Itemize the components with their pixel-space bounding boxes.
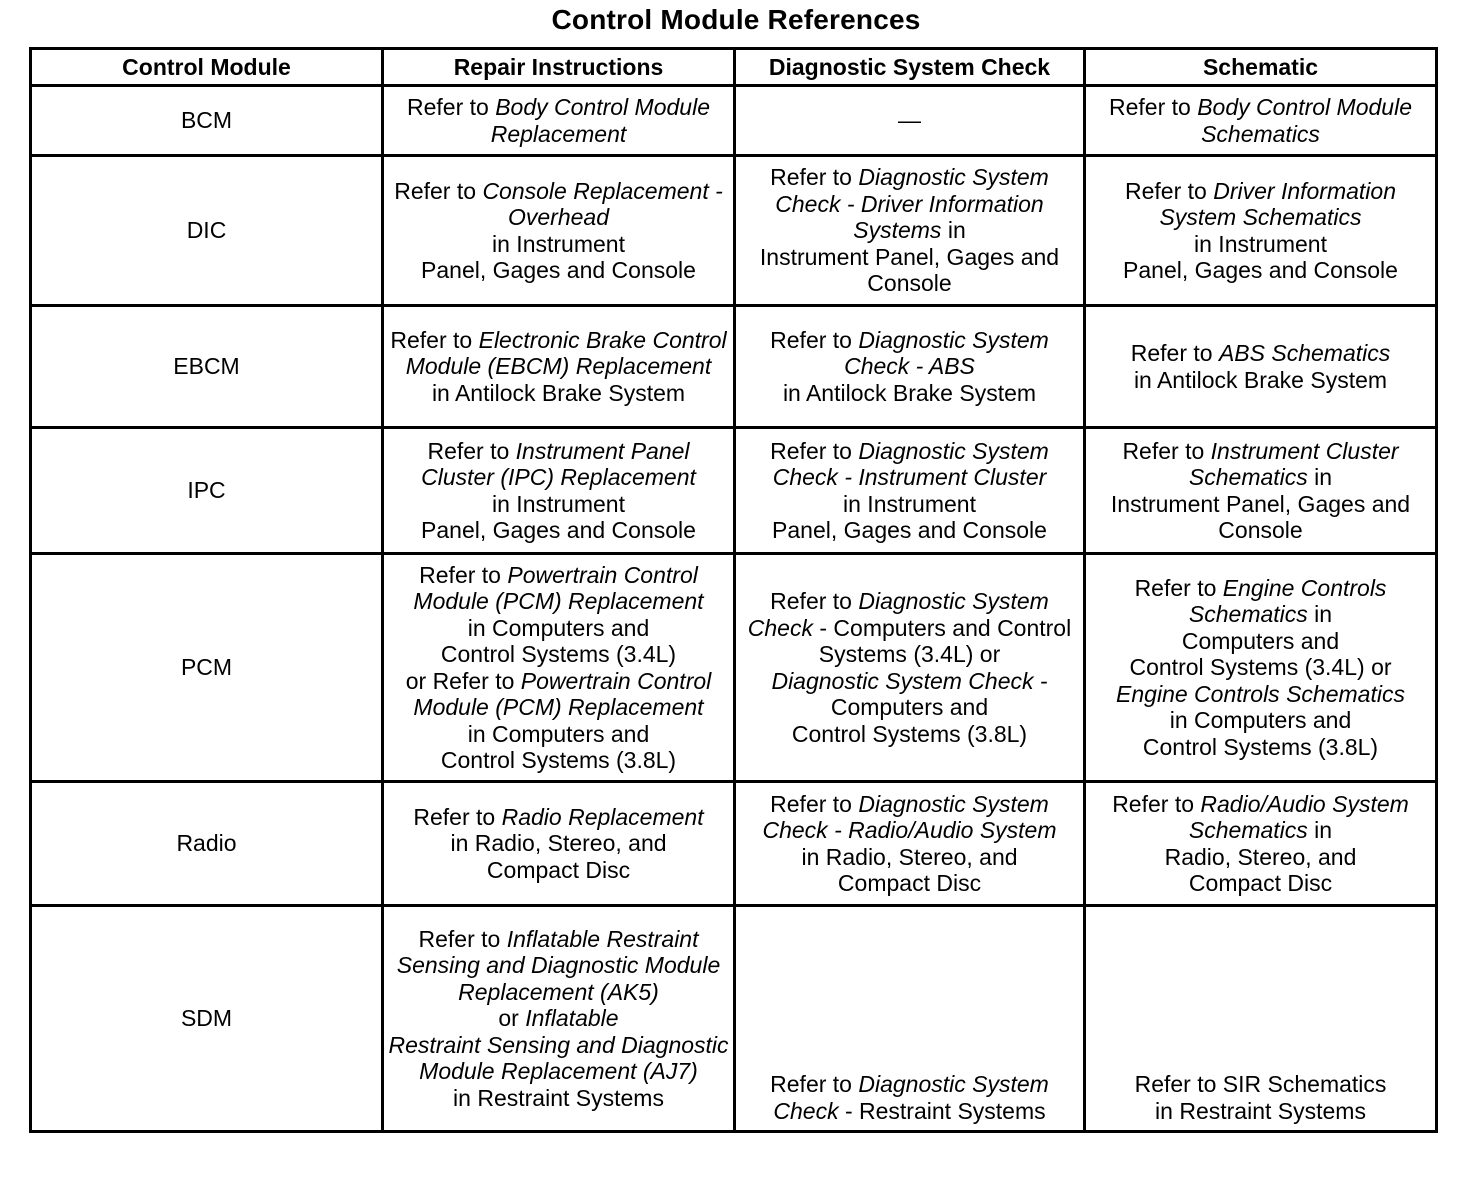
text-run: in Instrument — [492, 490, 625, 517]
text-run: Instrument Panel, Gages and Console — [759, 243, 1060, 297]
text-run: Refer to — [770, 437, 859, 464]
module-cell: PCM — [31, 554, 383, 782]
repair-cell — [383, 554, 735, 782]
text-run: Refer to — [1130, 340, 1219, 366]
text-run: in Antilock Brake System — [782, 379, 1037, 406]
text-run: in Instrument — [843, 490, 976, 517]
text-run: Control Systems (3.8L) — [1142, 733, 1379, 760]
italic-reference: Radio/Audio System Schematics — [1188, 790, 1409, 843]
text-run: Control Systems (3.8L) — [791, 720, 1028, 747]
text-line — [740, 244, 1079, 297]
italic-reference: Inflatable Restraint Sensing and Diagnostic Module Replacement (AK5) — [396, 925, 721, 1005]
text-run: Refer to — [1108, 94, 1198, 120]
italic-reference: Diagnostic System Check - — [771, 667, 1048, 694]
diagnostic-cell-text — [740, 588, 1079, 747]
repair-cell-text — [388, 926, 729, 1112]
text-run: in Computers and — [467, 720, 650, 747]
control-module-table — [29, 47, 1438, 1133]
text-line — [1090, 1098, 1431, 1125]
text-line — [388, 438, 729, 491]
text-line — [740, 668, 1079, 695]
diagnostic-cell — [735, 554, 1085, 782]
text-line — [1090, 628, 1431, 655]
page-title: Control Module References — [551, 4, 921, 35]
text-line — [388, 615, 729, 642]
schematic-cell-text — [1090, 791, 1431, 897]
text-run: in Antilock Brake System — [1133, 366, 1388, 393]
italic-reference: Powertrain Control Module (PCM) Replacement — [413, 561, 704, 614]
text-line — [740, 517, 1079, 544]
text-run: Refer to — [1112, 790, 1201, 817]
header-control-module: Control Module — [31, 49, 383, 86]
text-line — [1090, 844, 1431, 871]
text-run: Refer to — [413, 803, 502, 830]
text-run: Compact Disc — [837, 870, 982, 896]
italic-reference: Diagnostic System Check - Instrument Cluster — [772, 437, 1049, 490]
text-run: Control Systems (3.4L) or — [1129, 654, 1392, 681]
italic-reference: Engine Controls Schematics — [1188, 574, 1387, 628]
italic-reference: Diagnostic System Check — [747, 588, 1049, 641]
text-line — [740, 380, 1079, 407]
module-cell: IPC — [31, 428, 383, 554]
italic-reference: Driver Information System Schematics — [1159, 177, 1396, 230]
text-line — [388, 641, 729, 668]
diagnostic-cell — [735, 306, 1085, 428]
text-line — [1090, 791, 1431, 844]
text-run: Refer to — [419, 561, 508, 588]
text-line — [388, 1005, 729, 1032]
schematic-cell-text — [1090, 340, 1431, 393]
text-line — [740, 721, 1079, 748]
header-repair-instructions: Repair Instructions — [383, 49, 735, 86]
text-line — [740, 694, 1079, 721]
table-row-pcm — [31, 554, 1437, 782]
text-run: Refer to — [770, 164, 859, 191]
repair-cell — [383, 306, 735, 428]
header-schematic: Schematic — [1085, 49, 1437, 86]
italic-reference: Inflatable — [525, 1005, 619, 1032]
text-run: Control Systems (3.4L) — [440, 641, 677, 667]
diagnostic-cell-text — [740, 791, 1079, 897]
text-line — [740, 588, 1079, 668]
text-run: in Restraint Systems — [453, 1084, 664, 1111]
text-line — [740, 870, 1079, 897]
text-line — [388, 747, 729, 774]
schematic-cell — [1085, 156, 1437, 306]
module-cell: SDM — [31, 906, 383, 1132]
text-line — [388, 94, 729, 147]
text-run: in Radio, Stereo, and — [450, 830, 667, 857]
italic-reference: ABS Schematics — [1218, 340, 1391, 366]
text-run: in — [1307, 464, 1333, 490]
repair-cell — [383, 156, 735, 306]
diagnostic-cell — [735, 782, 1085, 906]
schematic-cell-text — [1090, 1071, 1431, 1124]
repair-cell-text — [388, 438, 729, 544]
text-run: in Computers and — [467, 614, 650, 641]
table-row-dic — [31, 156, 1437, 306]
repair-cell — [383, 906, 735, 1132]
repair-cell-text — [388, 804, 729, 884]
text-run: Compact Disc — [486, 856, 631, 883]
module-cell: EBCM — [31, 306, 383, 428]
text-run: Radio, Stereo, and — [1164, 843, 1357, 870]
text-line — [740, 438, 1079, 491]
schematic-cell-text — [1090, 438, 1431, 544]
text-run: Refer to SIR Schematics — [1134, 1071, 1387, 1097]
text-run: or — [498, 1005, 526, 1032]
diagnostic-cell — [735, 86, 1085, 156]
italic-reference: Electronic Brake Control Module (EBCM) Replacement — [405, 326, 727, 380]
text-line — [1090, 340, 1431, 367]
text-line — [1090, 178, 1431, 231]
text-line — [740, 327, 1079, 380]
table-row-bcm — [31, 86, 1437, 156]
repair-cell — [383, 86, 735, 156]
text-line — [388, 231, 729, 258]
repair-cell — [383, 428, 735, 554]
text-line — [388, 721, 729, 748]
text-line — [1090, 94, 1431, 147]
diagnostic-cell-text — [740, 1071, 1079, 1124]
text-line — [740, 791, 1079, 844]
italic-reference: Restraint Sensing and Diagnostic Module Replacement (AJ7) — [388, 1031, 729, 1085]
text-line — [388, 178, 729, 231]
text-run: in Instrument — [1194, 230, 1327, 257]
text-line — [1090, 257, 1431, 284]
text-run: Compact Disc — [1188, 870, 1333, 896]
diagnostic-cell — [735, 906, 1085, 1132]
table-row-sdm — [31, 906, 1437, 1132]
text-line — [388, 380, 729, 407]
text-run: - Restraint Systems — [838, 1097, 1046, 1124]
text-run: Refer to — [406, 94, 496, 120]
text-line — [388, 668, 729, 721]
text-run: Refer to — [394, 177, 483, 204]
text-line — [388, 491, 729, 518]
text-run: Refer to — [1122, 437, 1211, 464]
diagnostic-cell-text — [740, 438, 1079, 544]
repair-cell-text — [388, 94, 729, 147]
diagnostic-cell-text — [740, 164, 1079, 297]
table-row-ebcm — [31, 306, 1437, 428]
text-run: Computers and — [1181, 627, 1340, 654]
italic-reference: Diagnostic System Check — [773, 1071, 1049, 1124]
text-run: Refer to — [770, 326, 859, 353]
header-diagnostic-system-check: Diagnostic System Check — [735, 49, 1085, 86]
text-run: or Refer to — [405, 667, 521, 694]
text-line — [1090, 1071, 1431, 1098]
schematic-cell-text — [1090, 575, 1431, 761]
text-line — [1090, 231, 1431, 258]
text-run: Panel, Gages and Console — [421, 257, 696, 283]
diagnostic-cell — [735, 428, 1085, 554]
text-run: Instrument Panel, Gages and Console — [1110, 490, 1411, 543]
diagnostic-cell — [735, 156, 1085, 306]
text-run: Refer to — [1134, 574, 1223, 601]
text-run: Refer to — [418, 925, 507, 952]
italic-reference: Instrument Panel Cluster (IPC) Replacement — [421, 437, 696, 490]
text-line — [1090, 575, 1431, 628]
text-line — [1090, 654, 1431, 681]
text-run: Panel, Gages and Console — [421, 517, 696, 543]
text-run: in — [1307, 601, 1333, 628]
text-line — [1090, 491, 1431, 544]
text-line — [388, 327, 729, 380]
text-run: - Computers and Control Systems (3.4L) or — [812, 614, 1072, 667]
italic-reference: Console Replacement - Overhead — [482, 177, 723, 230]
text-line — [388, 517, 729, 544]
text-run: in — [941, 217, 966, 244]
text-run: in Computers and — [1169, 707, 1352, 734]
italic-reference: Diagnostic System Check - ABS — [844, 326, 1049, 380]
italic-reference: Powertrain Control Module (PCM) Replacement — [413, 667, 712, 720]
text-run: Refer to — [770, 588, 859, 614]
text-run: in Instrument — [492, 230, 625, 257]
italic-reference: Body Control Module Replacement — [490, 94, 710, 147]
text-line — [388, 926, 729, 1006]
text-line — [740, 1071, 1079, 1124]
text-line — [1090, 734, 1431, 761]
module-cell: DIC — [31, 156, 383, 306]
text-run: Refer to — [1125, 177, 1214, 204]
schematic-cell — [1085, 782, 1437, 906]
text-run: Panel, Gages and Console — [772, 517, 1047, 543]
italic-reference: Instrument Cluster Schematics — [1188, 437, 1399, 490]
module-cell: BCM — [31, 86, 383, 156]
schematic-cell — [1085, 554, 1437, 782]
text-line — [740, 844, 1079, 871]
text-run: in — [1307, 817, 1333, 843]
schematic-cell — [1085, 86, 1437, 156]
schematic-cell — [1085, 906, 1437, 1132]
header-row — [31, 49, 1437, 86]
italic-reference: Radio Replacement — [501, 803, 704, 830]
text-line — [388, 804, 729, 831]
text-run: Computers and — [830, 694, 989, 720]
text-line — [388, 857, 729, 884]
repair-cell-text — [388, 178, 729, 284]
text-line — [1090, 367, 1431, 394]
schematic-cell-text — [1090, 94, 1431, 147]
text-line — [1090, 681, 1431, 708]
schematic-cell — [1085, 428, 1437, 554]
italic-reference: Engine Controls Schematics — [1116, 680, 1405, 707]
diagnostic-cell-text — [740, 327, 1079, 407]
text-line — [1090, 707, 1431, 734]
text-run: in Restraint Systems — [1155, 1097, 1366, 1124]
text-line — [388, 1085, 729, 1112]
text-run: in Radio, Stereo, and — [801, 843, 1018, 870]
repair-cell-text — [388, 562, 729, 774]
text-line — [740, 164, 1079, 244]
repair-cell-text — [388, 327, 729, 407]
module-cell: Radio — [31, 782, 383, 906]
italic-reference: Diagnostic System Check - Radio/Audio System — [762, 790, 1057, 843]
text-run: Panel, Gages and Console — [1123, 257, 1398, 283]
text-run: — — [898, 107, 921, 134]
diagnostic-cell-text — [740, 107, 1079, 134]
schematic-cell-text — [1090, 178, 1431, 284]
text-run: Refer to — [770, 790, 859, 817]
text-line — [388, 830, 729, 857]
text-run: Refer to — [770, 1071, 859, 1097]
repair-cell — [383, 782, 735, 906]
text-line — [1090, 438, 1431, 491]
text-line — [388, 257, 729, 284]
text-run: Refer to — [390, 326, 479, 353]
text-line — [1090, 870, 1431, 897]
text-line — [388, 562, 729, 615]
text-line — [740, 107, 1079, 134]
text-run: Control Systems (3.8L) — [440, 747, 677, 773]
text-run: Refer to — [427, 437, 516, 464]
schematic-cell — [1085, 306, 1437, 428]
italic-reference: Diagnostic System Check - Driver Information Systems — [775, 164, 1049, 244]
italic-reference: Body Control Module Schematics — [1197, 94, 1412, 147]
text-run: in Antilock Brake System — [431, 379, 686, 406]
table-row-ipc — [31, 428, 1437, 554]
text-line — [388, 1032, 729, 1085]
table-row-radio — [31, 782, 1437, 906]
text-line — [740, 491, 1079, 518]
